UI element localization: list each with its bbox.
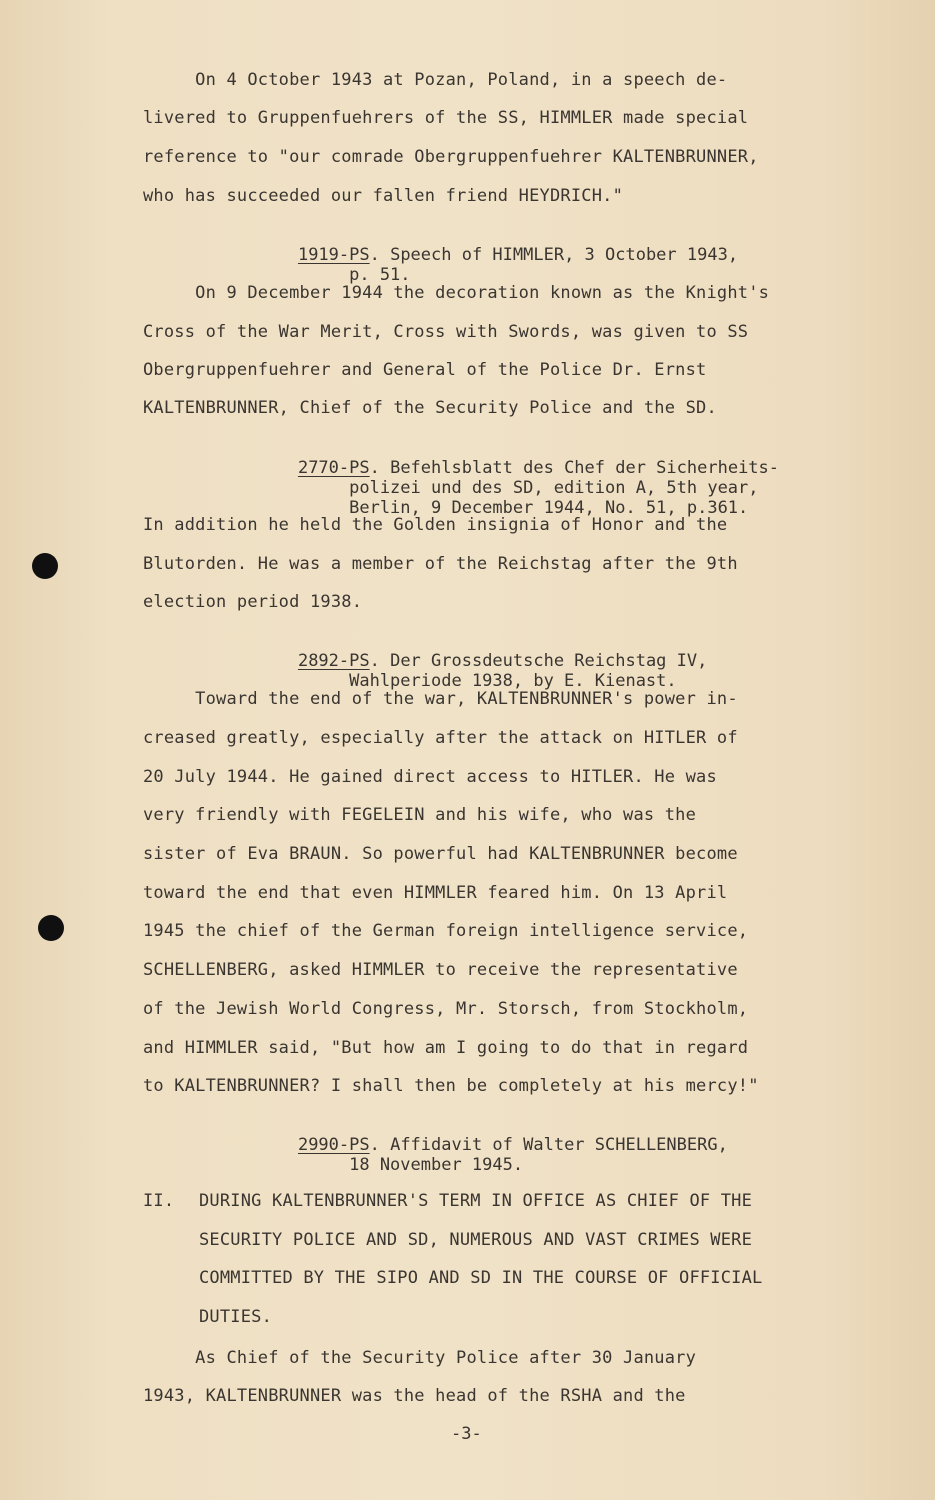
citation-ref: 1919-PS [297,245,370,265]
citation-ref: 2770-PS [297,458,370,478]
citation-text: polizei und des SD, edition A, 5th year, [257,478,759,498]
citation-text: . Speech of HIMMLER, 3 October 1943, [369,245,739,265]
citation-2990-ps [257,1115,728,1195]
text-line: election period 1938. [143,592,363,612]
text-line: sister of Eva BRAUN. So powerful had KALTENBRUNNER become [143,844,738,864]
text-line: reference to "our comrade Obergruppenfuehrer KALTENBRUNNER, [143,147,759,167]
citation-text: 18 November 1945. [257,1155,524,1175]
citation-text: p. 51. [257,265,411,285]
punch-hole-lower [38,915,64,941]
text-line: SCHELLENBERG, asked HIMMLER to receive the representative [143,960,738,980]
heading-line: DURING KALTENBRUNNER'S TERM IN OFFICE AS CHIEF OF THE [199,1191,753,1211]
text-line: KALTENBRUNNER, Chief of the Security Police and the SD. [143,398,717,418]
citation-text: . Der Grossdeutsche Reichstag IV, [369,651,708,671]
text-line: 1943, KALTENBRUNNER was the head of the RSHA and the [143,1386,686,1406]
citation-ref: 2892-PS [297,651,370,671]
section-number: II. [143,1191,175,1211]
page-number: -3- [451,1424,482,1444]
text-line: toward the end that even HIMMLER feared him. On 13 April [143,883,728,903]
citation-text: Berlin, 9 December 1944, No. 51, p.361. [257,498,749,518]
text-line: to KALTENBRUNNER? I shall then be completely at his mercy!" [143,1076,759,1096]
citation-text: . Befehlsblatt des Chef der Sicherheits- [369,458,780,478]
heading-line: COMMITTED BY THE SIPO AND SD IN THE COURSE OF OFFICIAL [199,1268,763,1288]
punch-hole-upper [32,553,58,579]
text-line: In addition he held the Golden insignia of Honor and the [143,515,728,535]
text-line: Blutorden. He was a member of the Reichstag after the 9th [143,554,738,574]
text-line: 1945 the chief of the German foreign intelligence service, [143,921,749,941]
heading-line: DUTIES. [199,1307,273,1327]
text-line: livered to Gruppenfuehrers of the SS, HIMMLER made special [143,108,749,128]
text-line: Obergruppenfuehrer and General of the Police Dr. Ernst [143,360,707,380]
text-line: and HIMMLER said, "But how am I going to do that in regard [143,1038,749,1058]
heading-line: SECURITY POLICE AND SD, NUMEROUS AND VAST CRIMES WERE [199,1230,753,1250]
citation-text: Wahlperiode 1938, by E. Kienast. [257,671,677,691]
text-line: very friendly with FEGELEIN and his wife, who was the [143,805,697,825]
text-line: creased greatly, especially after the attack on HITLER of [143,728,738,748]
text-line: Toward the end of the war, KALTENBRUNNER's power in- [143,689,738,709]
text-line: On 4 October 1943 at Pozan, Poland, in a speech de- [143,70,728,90]
text-line: who has succeeded our fallen friend HEYDRICH." [143,186,624,206]
text-line: 20 July 1944. He gained direct access to HITLER. He was [143,767,717,787]
citation-ref: 2990-PS [297,1135,370,1155]
text-line: of the Jewish World Congress, Mr. Storsch, from Stockholm, [143,999,749,1019]
text-line: On 9 December 1944 the decoration known as the Knight's [143,283,770,303]
citation-text: . Affidavit of Walter SCHELLENBERG, [369,1135,728,1155]
text-line: As Chief of the Security Police after 30 January [143,1348,697,1368]
text-line: Cross of the War Merit, Cross with Swords, was given to SS [143,322,749,342]
